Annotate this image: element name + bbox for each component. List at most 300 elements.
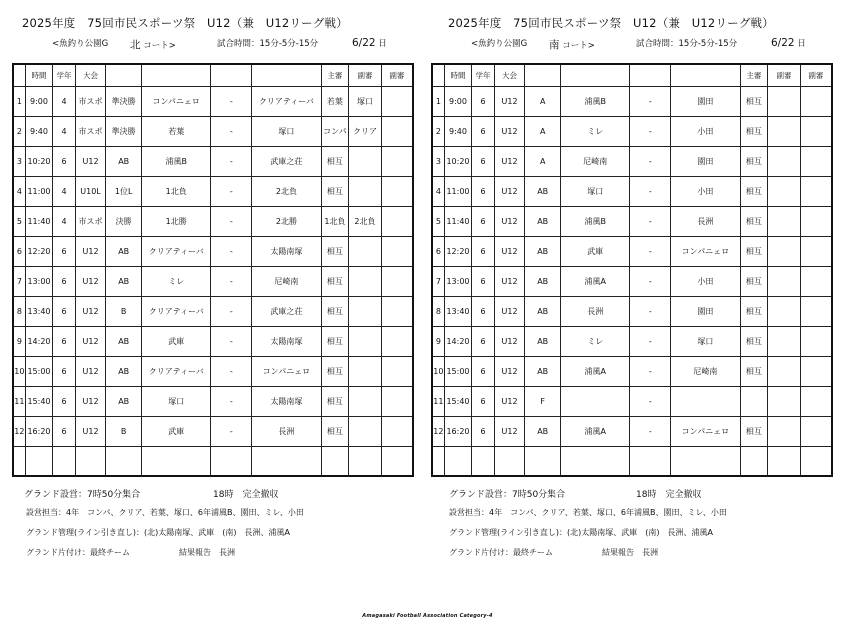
cell-row-number: 5 — [13, 207, 25, 237]
cell-grade: 6 — [472, 237, 494, 267]
cell-time: 14:20 — [25, 327, 53, 357]
cell-assistant-1 — [349, 267, 382, 297]
cell-referee: 相互 — [321, 357, 349, 387]
cell-away-team: 小田 — [671, 267, 740, 297]
cell-grade: 6 — [53, 267, 75, 297]
cleanup-note: グランド片付け：最終チーム — [26, 548, 130, 557]
table-row — [13, 147, 413, 177]
cell-division: AB — [525, 357, 561, 387]
date: 6/22 — [771, 37, 795, 49]
cell-division: AB — [106, 387, 142, 417]
table-row — [13, 177, 413, 207]
cell-home-team: 武庫 — [142, 327, 211, 357]
cell-away-team: コンパニェロ — [671, 237, 740, 267]
cell-away-team: コンパニェロ — [671, 417, 740, 447]
cell-away-team: 小田 — [671, 177, 740, 207]
cell-row-number: 3 — [432, 147, 444, 177]
header-assistant-1: 副審 — [768, 64, 801, 87]
cell-tournament: U12 — [494, 387, 525, 417]
cell-away-team: 園田 — [671, 87, 740, 117]
cell-tournament — [494, 447, 525, 477]
header-referee: 主審 — [321, 64, 349, 87]
table-row — [432, 237, 832, 267]
cell-vs: - — [211, 327, 252, 357]
match-time: 試合時間：15分-5分-15分 — [636, 39, 738, 49]
cell-time: 15:40 — [444, 387, 472, 417]
cell-row-number: 11 — [13, 387, 25, 417]
cell-vs — [630, 447, 671, 477]
cell-assistant-1 — [349, 417, 382, 447]
cleanup-note: グランド片付け：最終チーム — [449, 548, 553, 557]
weekday: 日 — [797, 39, 806, 49]
cell-time: 16:20 — [444, 417, 472, 447]
cell-vs: - — [630, 417, 671, 447]
cell-referee: 相互 — [740, 267, 768, 297]
cell-division — [525, 447, 561, 477]
cell-time: 10:20 — [25, 147, 53, 177]
header-referee: 主審 — [740, 64, 768, 87]
cell-assistant-1 — [768, 327, 801, 357]
cell-tournament: U12 — [494, 297, 525, 327]
cell-division: AB — [525, 207, 561, 237]
cell-tournament: U12 — [494, 327, 525, 357]
cell-row-number: 8 — [13, 297, 25, 327]
table-row — [13, 297, 413, 327]
cell-vs: - — [630, 117, 671, 147]
cell-assistant-1 — [768, 117, 801, 147]
cell-time: 9:00 — [25, 87, 53, 117]
cell-assistant-1: 塚口 — [349, 87, 382, 117]
cell-tournament: U12 — [75, 357, 106, 387]
cell-vs: - — [630, 267, 671, 297]
cell-away-team: 塚口 — [671, 327, 740, 357]
cell-tournament: U12 — [75, 417, 106, 447]
cell-tournament: U12 — [494, 237, 525, 267]
cell-row-number: 12 — [13, 417, 25, 447]
table-row — [13, 237, 413, 267]
cell-row-number: 10 — [432, 357, 444, 387]
cell-row-number: 12 — [432, 417, 444, 447]
cell-referee: コンパ — [321, 117, 349, 147]
cell-time: 13:00 — [25, 267, 53, 297]
table-row — [432, 147, 832, 177]
cell-time: 15:00 — [444, 357, 472, 387]
cell-assistant-2 — [800, 297, 832, 327]
cell-tournament: U12 — [494, 87, 525, 117]
cell-grade: 6 — [53, 237, 75, 267]
cell-home-team: 浦風B — [561, 87, 630, 117]
header-vs — [630, 64, 671, 87]
ground-management-note: グランド管理(ライン引き直し)：(北)太陽南塚、武庫 (南) 長洲、浦風A — [26, 528, 290, 537]
cell-grade: 6 — [472, 327, 494, 357]
cell-tournament: 市スポ — [75, 207, 106, 237]
cell-tournament: U12 — [75, 387, 106, 417]
cell-grade: 6 — [53, 297, 75, 327]
table-row — [13, 447, 413, 477]
cell-division: A — [525, 147, 561, 177]
header-row-number — [13, 64, 25, 87]
cell-row-number: 1 — [432, 87, 444, 117]
cell-tournament: U12 — [494, 417, 525, 447]
cell-grade: 6 — [53, 327, 75, 357]
cell-time — [444, 447, 472, 477]
cell-away-team: コンパニェロ — [252, 357, 321, 387]
cell-referee: 相互 — [740, 327, 768, 357]
cell-referee: 若葉 — [321, 87, 349, 117]
cell-assistant-1 — [768, 387, 801, 417]
cell-assistant-1 — [768, 447, 801, 477]
withdraw-note: 18時 完全撤収 — [636, 490, 702, 500]
cell-away-team: 塚口 — [252, 117, 321, 147]
cell-referee — [321, 447, 349, 477]
cell-row-number: 1 — [13, 87, 25, 117]
cell-grade — [472, 447, 494, 477]
cell-referee: 相互 — [321, 327, 349, 357]
cell-row-number: 9 — [432, 327, 444, 357]
cell-assistant-2 — [800, 387, 832, 417]
cell-division: 決勝 — [106, 207, 142, 237]
cell-assistant-1 — [768, 357, 801, 387]
cell-assistant-2 — [381, 117, 413, 147]
cell-grade: 6 — [472, 267, 494, 297]
cell-referee: 1北負 — [321, 207, 349, 237]
cell-referee: 相互 — [740, 177, 768, 207]
setup-note: グランド設営：7時50分集合 — [449, 490, 566, 500]
cell-home-team: ミレ — [142, 267, 211, 297]
venue-label: <魚釣り公園G — [52, 39, 109, 49]
cell-vs: - — [630, 357, 671, 387]
table-row — [432, 87, 832, 117]
cell-grade: 6 — [472, 417, 494, 447]
court-line — [549, 37, 595, 52]
cell-assistant-2 — [381, 207, 413, 237]
cell-assistant-2 — [381, 327, 413, 357]
cell-assistant-1: 2北負 — [349, 207, 382, 237]
cell-time: 9:40 — [25, 117, 53, 147]
table-row — [432, 177, 832, 207]
withdraw-note: 18時 完全撤収 — [213, 490, 279, 500]
cell-referee: 相互 — [740, 417, 768, 447]
cell-vs: - — [211, 417, 252, 447]
cell-time: 15:40 — [25, 387, 53, 417]
cell-division: 準決勝 — [106, 87, 142, 117]
cell-grade: 6 — [472, 117, 494, 147]
cell-row-number: 9 — [13, 327, 25, 357]
cell-assistant-1 — [349, 297, 382, 327]
cell-vs: - — [630, 87, 671, 117]
cell-home-team: 浦風A — [561, 267, 630, 297]
cell-assistant-2 — [381, 357, 413, 387]
cell-assistant-2 — [381, 177, 413, 207]
cell-tournament: 市スポ — [75, 87, 106, 117]
cell-grade: 6 — [472, 87, 494, 117]
cell-home-team: 浦風B — [142, 147, 211, 177]
table-row — [13, 87, 413, 117]
cell-referee: 相互 — [740, 297, 768, 327]
cell-grade: 6 — [53, 357, 75, 387]
cell-tournament: U12 — [494, 177, 525, 207]
table-row — [432, 267, 832, 297]
cell-division: AB — [106, 357, 142, 387]
cell-away-team: 太陽南塚 — [252, 327, 321, 357]
cell-assistant-1 — [768, 417, 801, 447]
cell-row-number: 6 — [13, 237, 25, 267]
cell-referee: 相互 — [321, 147, 349, 177]
court-name: 北 — [130, 39, 141, 51]
table-row — [432, 357, 832, 387]
cell-row-number: 7 — [432, 267, 444, 297]
cell-assistant-2 — [800, 237, 832, 267]
cell-grade: 6 — [472, 177, 494, 207]
cell-vs: - — [211, 267, 252, 297]
cell-away-team: 尼崎南 — [252, 267, 321, 297]
header-grade: 学年 — [472, 64, 494, 87]
report-note: 結果報告 長洲 — [179, 548, 235, 557]
court-line — [130, 37, 176, 52]
cell-home-team: コンパニェロ — [142, 87, 211, 117]
header-row — [432, 64, 832, 87]
header-home-team — [142, 64, 211, 87]
cell-tournament: U12 — [75, 147, 106, 177]
cell-referee: 相互 — [321, 387, 349, 417]
court-name: 南 — [549, 39, 560, 51]
cell-referee: 相互 — [321, 297, 349, 327]
cell-home-team: クリアティーバ — [142, 357, 211, 387]
cell-vs — [211, 447, 252, 477]
cell-division: AB — [525, 297, 561, 327]
cell-time: 9:40 — [444, 117, 472, 147]
header-row — [13, 64, 413, 87]
cell-row-number: 5 — [432, 207, 444, 237]
cell-home-team: ミレ — [561, 117, 630, 147]
schedule-table — [12, 63, 414, 477]
cell-vs: - — [211, 207, 252, 237]
cell-referee: 相互 — [740, 147, 768, 177]
cell-tournament: U12 — [494, 357, 525, 387]
header-away-team — [252, 64, 321, 87]
cell-referee — [740, 387, 768, 417]
cell-vs: - — [211, 297, 252, 327]
cell-time: 9:00 — [444, 87, 472, 117]
cell-row-number: 4 — [432, 177, 444, 207]
cell-vs: - — [630, 177, 671, 207]
cell-assistant-1 — [768, 207, 801, 237]
cell-row-number: 10 — [13, 357, 25, 387]
cell-time: 16:20 — [25, 417, 53, 447]
cell-assistant-2 — [381, 87, 413, 117]
table-row — [432, 417, 832, 447]
cell-assistant-1 — [349, 387, 382, 417]
cell-time: 11:00 — [25, 177, 53, 207]
cell-home-team: 塚口 — [142, 387, 211, 417]
cell-home-team: クリアティーバ — [142, 237, 211, 267]
ground-management-note: グランド管理(ライン引き直し)：(北)太陽南塚、武庫 (南) 長洲、浦風A — [449, 528, 713, 537]
match-time: 試合時間：15分-5分-15分 — [217, 39, 319, 49]
cell-home-team: 浦風A — [561, 357, 630, 387]
cell-division: AB — [106, 267, 142, 297]
cell-away-team: 2北勝 — [252, 207, 321, 237]
cell-vs: - — [630, 207, 671, 237]
footer-credit: Amagasaki Football Association Category-4 — [362, 613, 493, 619]
cell-division: AB — [525, 237, 561, 267]
header-assistant-1: 副審 — [349, 64, 382, 87]
cell-division: A — [525, 87, 561, 117]
cell-division: F — [525, 387, 561, 417]
cell-referee: 相互 — [740, 87, 768, 117]
cell-time: 15:00 — [25, 357, 53, 387]
table-row — [432, 207, 832, 237]
cell-assistant-2 — [800, 117, 832, 147]
cell-assistant-2 — [800, 147, 832, 177]
cell-grade: 6 — [53, 147, 75, 177]
cell-assistant-1 — [768, 237, 801, 267]
cell-division — [106, 447, 142, 477]
page-title: 2025年度 75回市民スポーツ祭 U12（兼 U12リーグ戦） — [22, 16, 348, 30]
cell-grade: 6 — [472, 147, 494, 177]
cell-referee: 相互 — [321, 417, 349, 447]
header-away-team — [671, 64, 740, 87]
cell-vs: - — [630, 387, 671, 417]
cell-away-team: 園田 — [671, 147, 740, 177]
cell-referee: 相互 — [740, 207, 768, 237]
cell-assistant-1 — [349, 327, 382, 357]
cell-home-team — [561, 447, 630, 477]
cell-referee — [740, 447, 768, 477]
cell-row-number: 6 — [432, 237, 444, 267]
cell-grade: 6 — [53, 387, 75, 417]
cell-assistant-2 — [800, 177, 832, 207]
page-title: 2025年度 75回市民スポーツ祭 U12（兼 U12リーグ戦） — [448, 16, 774, 30]
cell-grade: 4 — [53, 207, 75, 237]
cell-away-team: 武庫之荘 — [252, 297, 321, 327]
cell-away-team: 太陽南塚 — [252, 387, 321, 417]
cell-division: B — [106, 417, 142, 447]
cell-time: 11:00 — [444, 177, 472, 207]
cell-vs: - — [211, 387, 252, 417]
cell-assistant-1: クリア — [349, 117, 382, 147]
court-suffix: コート> — [562, 41, 595, 51]
cell-row-number — [432, 447, 444, 477]
cell-referee: 相互 — [321, 237, 349, 267]
cell-row-number: 11 — [432, 387, 444, 417]
cell-time: 11:40 — [444, 207, 472, 237]
header-tournament: 大会 — [494, 64, 525, 87]
cell-vs: - — [211, 237, 252, 267]
cell-row-number: 8 — [432, 297, 444, 327]
cell-away-team: 長洲 — [252, 417, 321, 447]
cell-assistant-2 — [800, 327, 832, 357]
cell-tournament: U12 — [494, 207, 525, 237]
cell-vs: - — [211, 147, 252, 177]
cell-tournament: U10L — [75, 177, 106, 207]
cell-assistant-2 — [381, 237, 413, 267]
cell-assistant-1 — [349, 177, 382, 207]
cell-home-team: 若葉 — [142, 117, 211, 147]
cell-assistant-1 — [768, 87, 801, 117]
cell-division: AB — [106, 147, 142, 177]
cell-away-team: 長洲 — [671, 207, 740, 237]
cell-assistant-2 — [800, 417, 832, 447]
cell-tournament: U12 — [75, 297, 106, 327]
cell-assistant-2 — [800, 447, 832, 477]
header-home-team — [561, 64, 630, 87]
table-row — [432, 327, 832, 357]
cell-assistant-2 — [800, 357, 832, 387]
cell-row-number: 2 — [432, 117, 444, 147]
cell-division: A — [525, 117, 561, 147]
cell-assistant-1 — [768, 177, 801, 207]
cell-home-team: 武庫 — [142, 417, 211, 447]
cell-tournament: U12 — [75, 237, 106, 267]
cell-division: AB — [525, 177, 561, 207]
cell-time — [25, 447, 53, 477]
cell-assistant-2 — [381, 267, 413, 297]
cell-home-team: 尼崎南 — [561, 147, 630, 177]
cell-home-team: 1北負 — [142, 177, 211, 207]
cell-referee: 相互 — [321, 267, 349, 297]
cell-home-team: 武庫 — [561, 237, 630, 267]
cell-away-team — [671, 387, 740, 417]
cell-assistant-1 — [349, 447, 382, 477]
cell-time: 12:20 — [444, 237, 472, 267]
cell-division: AB — [525, 267, 561, 297]
cell-assistant-2 — [381, 297, 413, 327]
cell-vs: - — [211, 117, 252, 147]
cell-time: 11:40 — [25, 207, 53, 237]
setup-staff-note: 設営担当：4年 コンパ、クリア、若葉、塚口、6年浦風B、園田、ミレ、小田 — [26, 508, 304, 517]
court-suffix: コート> — [143, 41, 176, 51]
cell-assistant-1 — [349, 237, 382, 267]
cell-grade: 6 — [472, 297, 494, 327]
setup-note: グランド設営：7時50分集合 — [24, 490, 141, 500]
cell-row-number — [13, 447, 25, 477]
cell-assistant-1 — [768, 147, 801, 177]
cell-assistant-1 — [768, 297, 801, 327]
setup-staff-note: 設営担当：4年 コンパ、クリア、若葉、塚口、6年浦風B、園田、ミレ、小田 — [449, 508, 727, 517]
cell-away-team: 太陽南塚 — [252, 237, 321, 267]
header-division — [525, 64, 561, 87]
cell-assistant-2 — [381, 147, 413, 177]
cell-referee: 相互 — [321, 177, 349, 207]
table-row — [432, 297, 832, 327]
cell-grade: 6 — [472, 357, 494, 387]
header-row-number — [432, 64, 444, 87]
cell-time: 10:20 — [444, 147, 472, 177]
cell-away-team: 小田 — [671, 117, 740, 147]
cell-grade: 6 — [472, 207, 494, 237]
header-time: 時間 — [444, 64, 472, 87]
cell-grade: 4 — [53, 117, 75, 147]
cell-division: B — [106, 297, 142, 327]
cell-assistant-2 — [381, 387, 413, 417]
cell-home-team — [142, 447, 211, 477]
cell-home-team: 浦風A — [561, 417, 630, 447]
date: 6/22 — [352, 37, 376, 49]
cell-time: 14:20 — [444, 327, 472, 357]
cell-away-team — [671, 447, 740, 477]
header-grade: 学年 — [53, 64, 75, 87]
cell-vs: - — [630, 297, 671, 327]
cell-tournament: U12 — [494, 147, 525, 177]
cell-time: 13:40 — [444, 297, 472, 327]
table-row — [13, 327, 413, 357]
cell-home-team: 塚口 — [561, 177, 630, 207]
table-row — [13, 117, 413, 147]
cell-tournament: U12 — [494, 117, 525, 147]
header-vs — [211, 64, 252, 87]
table-row — [13, 417, 413, 447]
cell-grade: 6 — [53, 417, 75, 447]
